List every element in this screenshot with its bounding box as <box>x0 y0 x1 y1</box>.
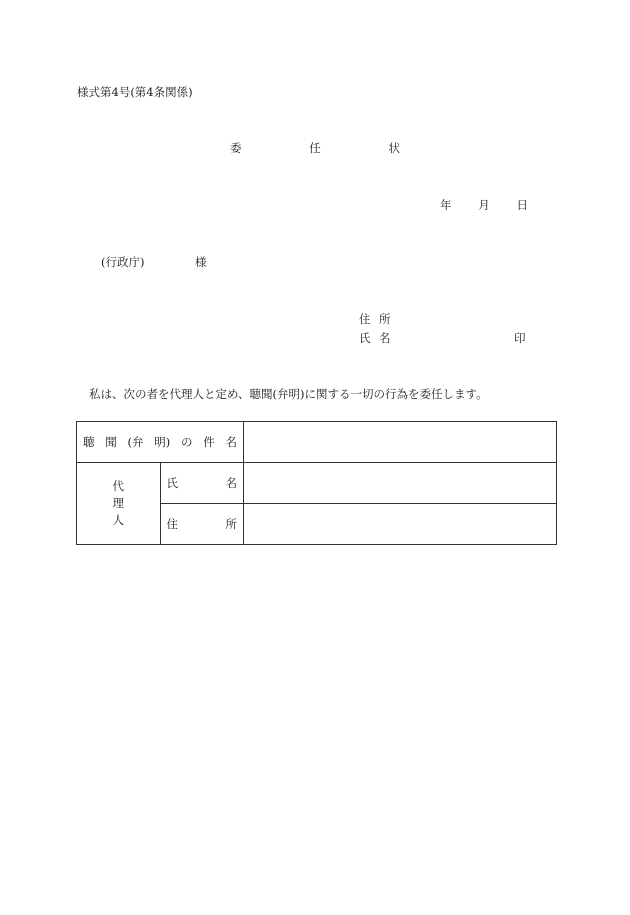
principal-name-label: 氏 名 <box>359 331 391 345</box>
table-row <box>77 463 557 504</box>
representative-name-label: 氏 名 <box>160 463 244 504</box>
representative-address-label: 住 所 <box>160 504 244 545</box>
date-month: 月 <box>478 198 490 212</box>
form-number: 様式第4号(第4条関係) <box>77 85 193 99</box>
addressee-authority: (行政庁) <box>101 255 145 269</box>
representative-name-value[interactable] <box>244 463 557 504</box>
date-day: 日 <box>516 198 528 212</box>
date-line <box>440 197 528 213</box>
table-row <box>77 422 557 463</box>
delegation-statement: 私は、次の者を代理人と定め、聴聞(弁明)に関する一切の行為を委任します。 <box>89 387 488 401</box>
seal-mark: 印 <box>514 331 526 345</box>
representative-label-cell: 代 理 人 <box>77 463 161 545</box>
date-year: 年 <box>440 198 452 212</box>
title-char: 状 <box>388 141 400 155</box>
document-title <box>230 140 400 156</box>
addressee-honorific: 様 <box>195 255 207 269</box>
hearing-label-cell: 聴 聞 (弁 明) の 件 名 <box>77 422 244 463</box>
title-char: 任 <box>309 141 321 155</box>
hearing-value-cell[interactable] <box>244 422 557 463</box>
delegation-table <box>76 421 557 545</box>
title-char: 委 <box>230 141 242 155</box>
representative-address-value[interactable] <box>244 504 557 545</box>
principal-address-label: 住 所 <box>359 312 391 326</box>
